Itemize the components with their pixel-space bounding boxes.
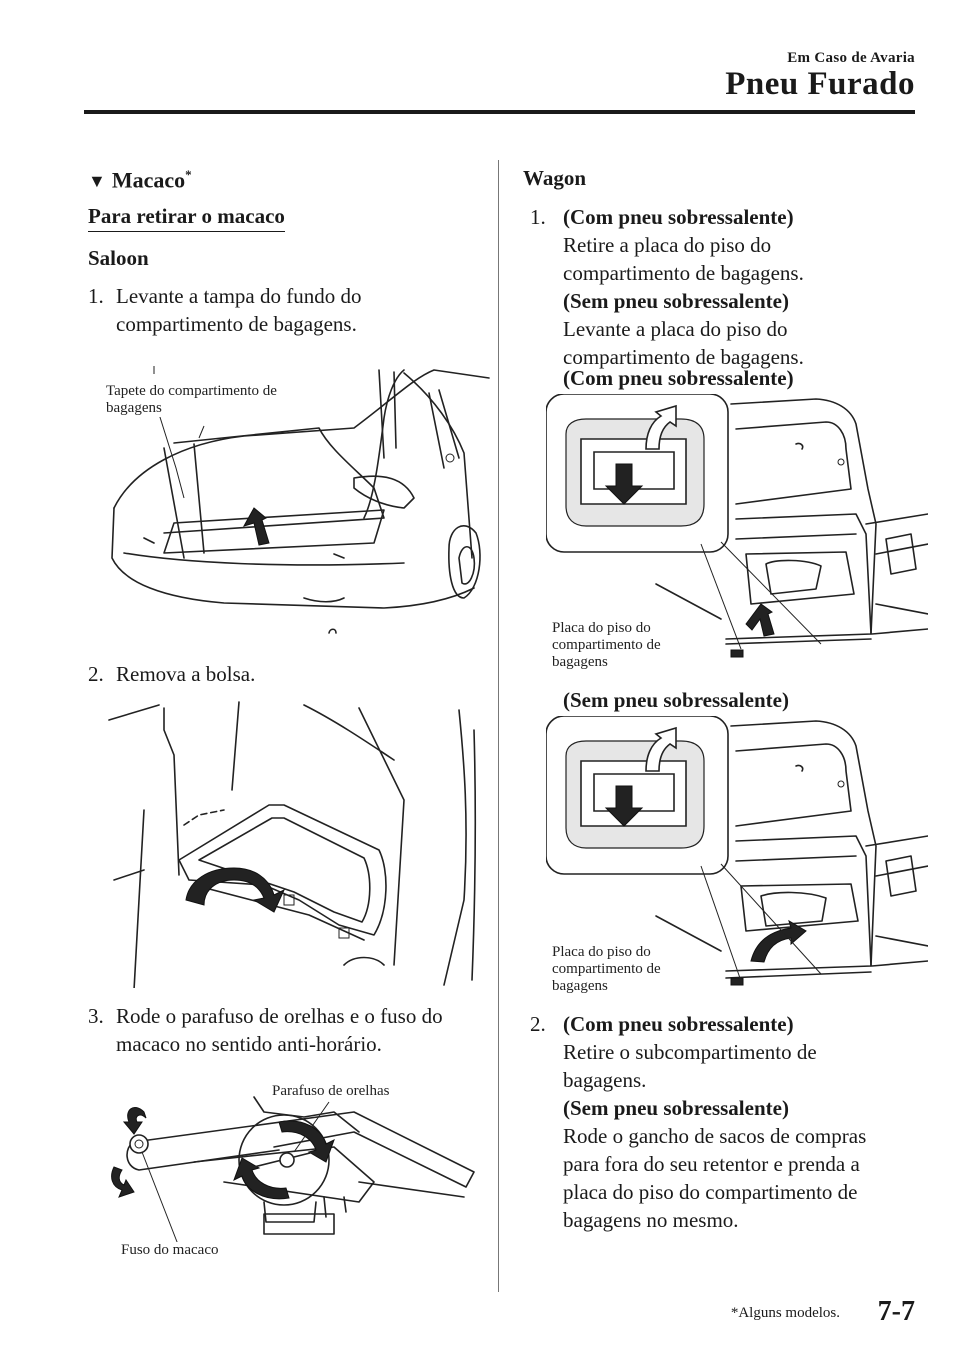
step-number: 1. [530,205,546,229]
subsection-title: Para retirar o macaco [88,204,285,232]
page-title: Pneu Furado [725,66,915,102]
step-text: Levante a tampa do fundo do compartimento de bagagens. [116,284,362,336]
chapter-title: Em Caso de Avaria [787,50,915,66]
trunk-mat-callout: Tapete do compartimento de bagagens [106,383,316,417]
triangle-bullet-icon: ▼ [88,171,106,192]
left-step-3 [88,1002,488,1058]
right-step-2 [530,1010,920,1234]
option-text: Levante a placa do piso do compartimento de bagagens. [563,317,804,369]
step-number: 2. [530,1012,546,1036]
page-number: 7-7 [877,1296,915,1327]
step-number: 2. [88,662,104,686]
left-step-1 [88,282,488,338]
option-text: Retire o subcompartimento de bagagens. [563,1040,817,1092]
option-text: Retire a placa do piso do compartimento de bagagens. [563,233,804,285]
option-title: (Com pneu sobressalente) [563,1012,794,1036]
step-number: 1. [88,284,104,308]
option-text: Rode o gancho de sacos de compras para fora do seu retentor e prenda a placa do piso do compartimento de bagagens no mesmo. [563,1124,867,1232]
right-step-1 [530,203,920,371]
option-title: (Com pneu sobressalente) [563,205,794,229]
step-text: Remova a bolsa. [116,662,256,686]
step-number: 3. [88,1004,104,1028]
left-step-2 [88,660,255,688]
step-text: Rode o parafuso de orelhas e o fuso do macaco no sentido anti-horário. [116,1004,443,1056]
wing-bolt-callout: Parafuso de orelhas [272,1083,390,1099]
option-title: (Sem pneu sobressalente) [563,1096,789,1120]
jack-illustration [104,1072,480,1262]
remove-bag-illustration [104,700,480,988]
saloon-label: Saloon [88,246,149,270]
wagon-label: Wagon [523,166,587,190]
footnote: *Alguns modelos. [730,1305,840,1321]
figure-heading: (Com pneu sobressalente) [563,366,794,390]
jack-screw-callout: Fuso do macaco [121,1242,219,1258]
figure-heading: (Sem pneu sobressalente) [563,688,789,712]
section-title-text: Macaco [111,167,186,193]
column-divider [498,160,499,1292]
floor-board-callout: Placa do piso do compartimento de bagagens [552,620,682,671]
section-title [88,167,192,193]
floor-board-callout: Placa do piso do compartimento de bagagens [552,944,682,995]
header-rule [84,110,915,114]
asterisk-mark: * [185,167,192,182]
option-title: (Sem pneu sobressalente) [563,289,789,313]
